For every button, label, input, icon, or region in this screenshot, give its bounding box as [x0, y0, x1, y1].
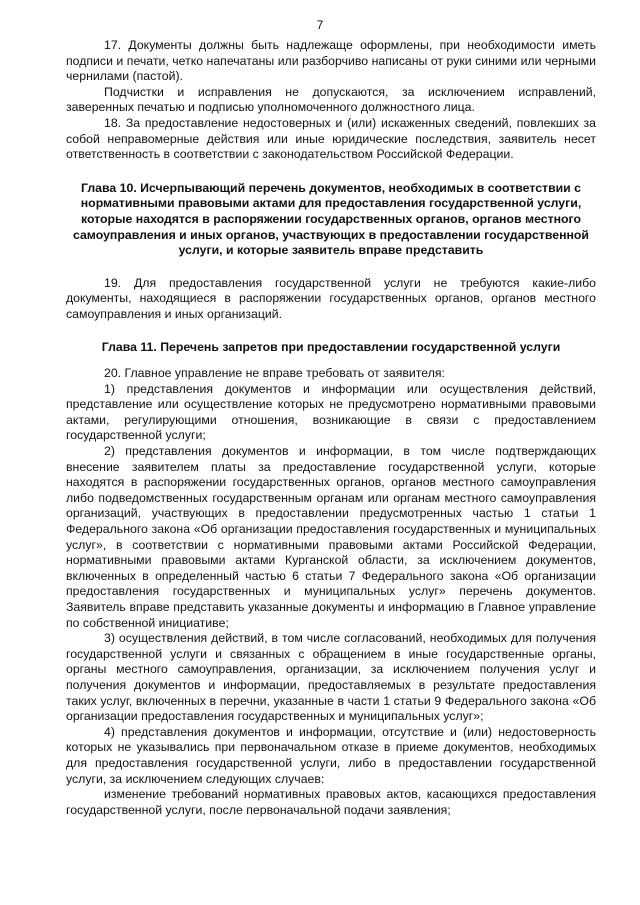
- paragraph-17: 17. Документы должны быть надлежаще оформлены, при необходимости иметь подписи и печати, четко напечатаны или разборчиво написаны от руки синими или черными чернилами (пастой).: [66, 38, 596, 84]
- paragraph-18: 18. За предоставление недостоверных и (или) искаженных сведений, повлекших за собой неправомерные действия или иные юридические последствия, заявитель несет ответственность в соответствии с законодательством Российской Федерации.: [66, 115, 596, 162]
- paragraph-20-item-4-case-1: изменение требований нормативных правовых актов, касающихся предоставления государственной услуги, после первоначальной подачи заявления;: [66, 787, 596, 817]
- chapter-11-title: Глава 11. Перечень запретов при предоставлении государственной услуги: [101, 339, 561, 354]
- paragraph-corrections: Подчистки и исправления не допускаются, за исключением исправлений, заверенных печатью и подписью уполномоченного должностного лица.: [66, 84, 596, 115]
- paragraph-19: 19. Для предоставления государственной услуги не требуются какие-либо документы, находящиеся в распоряжении государственных органов, органов местного самоуправления и иных организаций.: [66, 275, 596, 321]
- document-body: [66, 38, 596, 818]
- paragraph-20-item-3: 3) осуществления действий, в том числе согласований, необходимых для получения государственной услуги и связанных с обращением в иные государственные органы, органы местного самоуправления, организации, за исключением получения услуг и получения документов и информации, предоставляемых в результате предоставления таких услуг, включенных в перечни, указанные в части 1 статьи 9 Федерального закона «Об организации предоставления государственных и муниципальных услуг»;: [66, 631, 596, 724]
- paragraph-20-item-4: 4) представления документов и информации, отсутствие и (или) недостоверность которых не указывались при первоначальном отказе в приеме документов, необходимых для предоставления государственной услуги, либо в предоставлении государственной услуги, за исключением следующих случаев:: [66, 724, 596, 786]
- page-number: 7: [316, 18, 324, 32]
- paragraph-20: 20. Главное управление не вправе требовать от заявителя:: [104, 366, 445, 381]
- chapter-10-title: Глава 10. Исчерпывающий перечень документов, необходимых в соответствии с нормативными правовыми актами для предоставления государственной услуги, которые находятся в распоряжении государственных органов, органов местного самоуправления и иных органов, участвующих в предоставлении государственной услуги, и которые заявитель вправе представить: [72, 180, 589, 258]
- paragraph-20-item-2: 2) представления документов и информации, в том числе подтверждающих внесение заявителем платы за предоставление государственной услуги, которые находятся в распоряжении государственных органов, органов местного самоуправления либо подведомственных государственным органам или органам местного самоуправления организаций, участвующих в предоставлении предусмотренных частью 1 статьи 1 Федерального закона «Об организации предоставления государственных и муниципальных услуг», в соответствии с нормативными правовыми актами Российской Федерации, нормативными правовыми актами Курганской области, за исключением документов, включенных в определенный частью 6 статьи 7 Федерального закона «Об организации предоставления государственных и муниципальных услуг» перечень документов. Заявитель вправе представить указанные документы и информацию в Главное управление по собственной инициативе;: [66, 444, 596, 630]
- paragraph-20-item-1: 1) представления документов и информации или осуществления действий, представление или осуществление которых не предусмотрено нормативными правовыми актами, регулирующими отношения, возникающие в связи с предоставлением государственной услуги;: [66, 381, 596, 443]
